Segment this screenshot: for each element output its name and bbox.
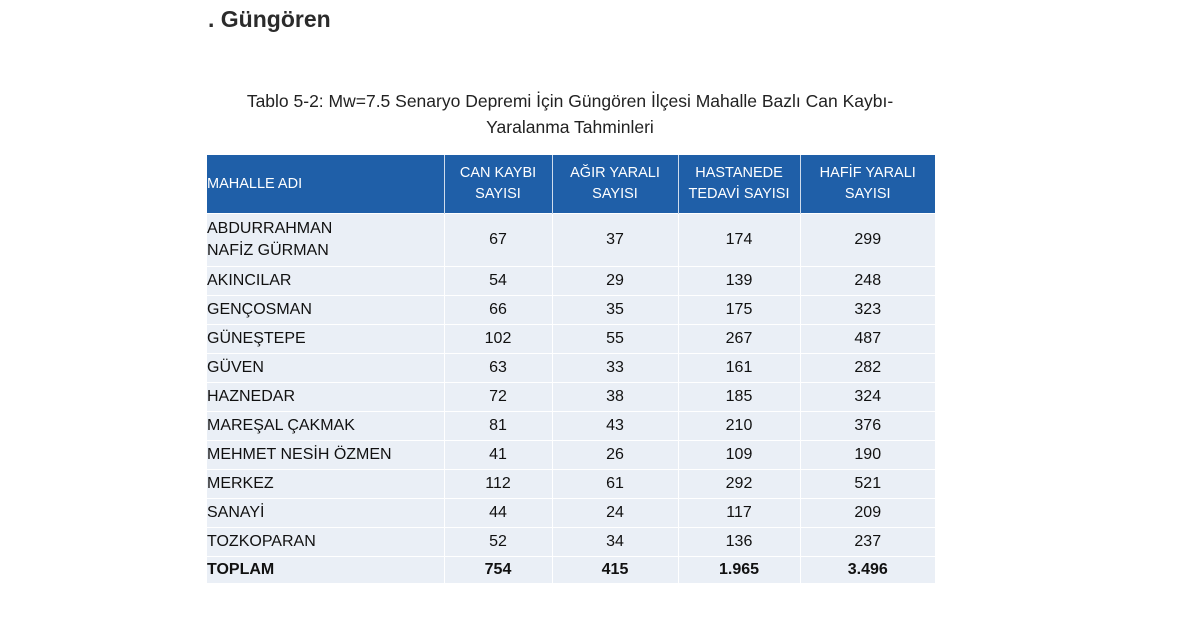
- cell-hastanede: 292: [678, 470, 800, 499]
- cell-hafif-yarali: 376: [800, 412, 935, 441]
- cell-can-kaybi: 72: [444, 383, 552, 412]
- caption-line-1: Tablo 5-2: Mw=7.5 Senaryo Depremi İçin Güngören İlçesi Mahalle Bazlı Can Kaybı-: [246, 91, 894, 111]
- table-header-row: [207, 155, 935, 214]
- header-label: SAYISI: [844, 186, 891, 202]
- mahalle-name-line: NAFİZ GÜRMAN: [207, 242, 329, 259]
- cell-hastanede: 267: [678, 325, 800, 354]
- header-label: HASTANEDE: [695, 165, 783, 181]
- cell-agir-yarali: 34: [552, 528, 678, 557]
- cell-hafif-yarali: 209: [800, 499, 935, 528]
- cell-mahalle: MEHMET NESİH ÖZMEN: [207, 441, 444, 470]
- cell-mahalle: GÜNEŞTEPE: [207, 325, 444, 354]
- cell-mahalle: AKINCILAR: [207, 267, 444, 296]
- cell-total-can-kaybi: 754: [444, 557, 552, 584]
- cell-agir-yarali: 35: [552, 296, 678, 325]
- cell-total-label: TOPLAM: [207, 557, 444, 584]
- cell-mahalle: TOZKOPARAN: [207, 528, 444, 557]
- cell-agir-yarali: 43: [552, 412, 678, 441]
- cell-can-kaybi: 54: [444, 267, 552, 296]
- caption-line-2: Yaralanma Tahminleri: [486, 117, 654, 137]
- cell-can-kaybi: 41: [444, 441, 552, 470]
- cell-agir-yarali: 37: [552, 214, 678, 267]
- cell-can-kaybi: 66: [444, 296, 552, 325]
- cell-hafif-yarali: 487: [800, 325, 935, 354]
- header-agir-yarali: [552, 155, 678, 214]
- mahalle-name-line: ABDURRAHMAN: [207, 220, 333, 237]
- table-row: [207, 354, 935, 383]
- cell-agir-yarali: 55: [552, 325, 678, 354]
- cell-mahalle: MERKEZ: [207, 470, 444, 499]
- cell-hastanede: 109: [678, 441, 800, 470]
- cell-hastanede: 136: [678, 528, 800, 557]
- section-heading: . Güngören: [208, 6, 331, 32]
- cell-hafif-yarali: 299: [800, 214, 935, 267]
- table-row: [207, 267, 935, 296]
- table-row: [207, 441, 935, 470]
- cell-hastanede: 139: [678, 267, 800, 296]
- cell-hafif-yarali: 248: [800, 267, 935, 296]
- cell-can-kaybi: 102: [444, 325, 552, 354]
- table-row: [207, 325, 935, 354]
- cell-mahalle: GENÇOSMAN: [207, 296, 444, 325]
- cell-hastanede: 175: [678, 296, 800, 325]
- cell-can-kaybi: 112: [444, 470, 552, 499]
- cell-hafif-yarali: 324: [800, 383, 935, 412]
- cell-hastanede: 185: [678, 383, 800, 412]
- header-label: AĞIR YARALI: [570, 165, 660, 181]
- header-hastanede-tedavi: [678, 155, 800, 214]
- cell-hastanede: 210: [678, 412, 800, 441]
- cell-hafif-yarali: 282: [800, 354, 935, 383]
- casualty-table: [207, 155, 935, 583]
- header-label: TEDAVİ SAYISI: [688, 186, 790, 202]
- cell-mahalle: MAREŞAL ÇAKMAK: [207, 412, 444, 441]
- cell-mahalle: GÜVEN: [207, 354, 444, 383]
- cell-hafif-yarali: 521: [800, 470, 935, 499]
- table-row: [207, 528, 935, 557]
- cell-agir-yarali: 38: [552, 383, 678, 412]
- cell-hafif-yarali: 190: [800, 441, 935, 470]
- cell-total-agir-yarali: 415: [552, 557, 678, 584]
- table-row: [207, 383, 935, 412]
- cell-mahalle: HAZNEDAR: [207, 383, 444, 412]
- cell-agir-yarali: 24: [552, 499, 678, 528]
- table-caption: [200, 88, 940, 140]
- cell-can-kaybi: 44: [444, 499, 552, 528]
- header-label: SAYISI: [592, 186, 638, 202]
- header-can-kaybi: [444, 155, 552, 214]
- header-hafif-yarali: [800, 155, 935, 214]
- cell-can-kaybi: 52: [444, 528, 552, 557]
- table-row: [207, 470, 935, 499]
- cell-total-hafif-yarali: 3.496: [800, 557, 935, 584]
- cell-agir-yarali: 29: [552, 267, 678, 296]
- cell-total-hastanede: 1.965: [678, 557, 800, 584]
- table-row: [207, 499, 935, 528]
- header-mahalle-adi: [207, 155, 444, 214]
- table-total-row: [207, 557, 935, 584]
- table-row: [207, 214, 935, 267]
- cell-hastanede: 161: [678, 354, 800, 383]
- header-label: SAYISI: [475, 186, 521, 202]
- cell-hastanede: 117: [678, 499, 800, 528]
- cell-hafif-yarali: 237: [800, 528, 935, 557]
- cell-mahalle: SANAYİ: [207, 499, 444, 528]
- header-label: HAFİF YARALI: [819, 165, 916, 181]
- cell-can-kaybi: 63: [444, 354, 552, 383]
- cell-hastanede: 174: [678, 214, 800, 267]
- cell-hafif-yarali: 323: [800, 296, 935, 325]
- header-label: MAHALLE ADI: [207, 175, 303, 192]
- header-label: CAN KAYBI: [459, 165, 537, 181]
- table-row: [207, 296, 935, 325]
- cell-agir-yarali: 61: [552, 470, 678, 499]
- cell-agir-yarali: 26: [552, 441, 678, 470]
- cell-agir-yarali: 33: [552, 354, 678, 383]
- cell-can-kaybi: 67: [444, 214, 552, 267]
- cell-mahalle: [207, 214, 444, 267]
- cell-can-kaybi: 81: [444, 412, 552, 441]
- table-row: [207, 412, 935, 441]
